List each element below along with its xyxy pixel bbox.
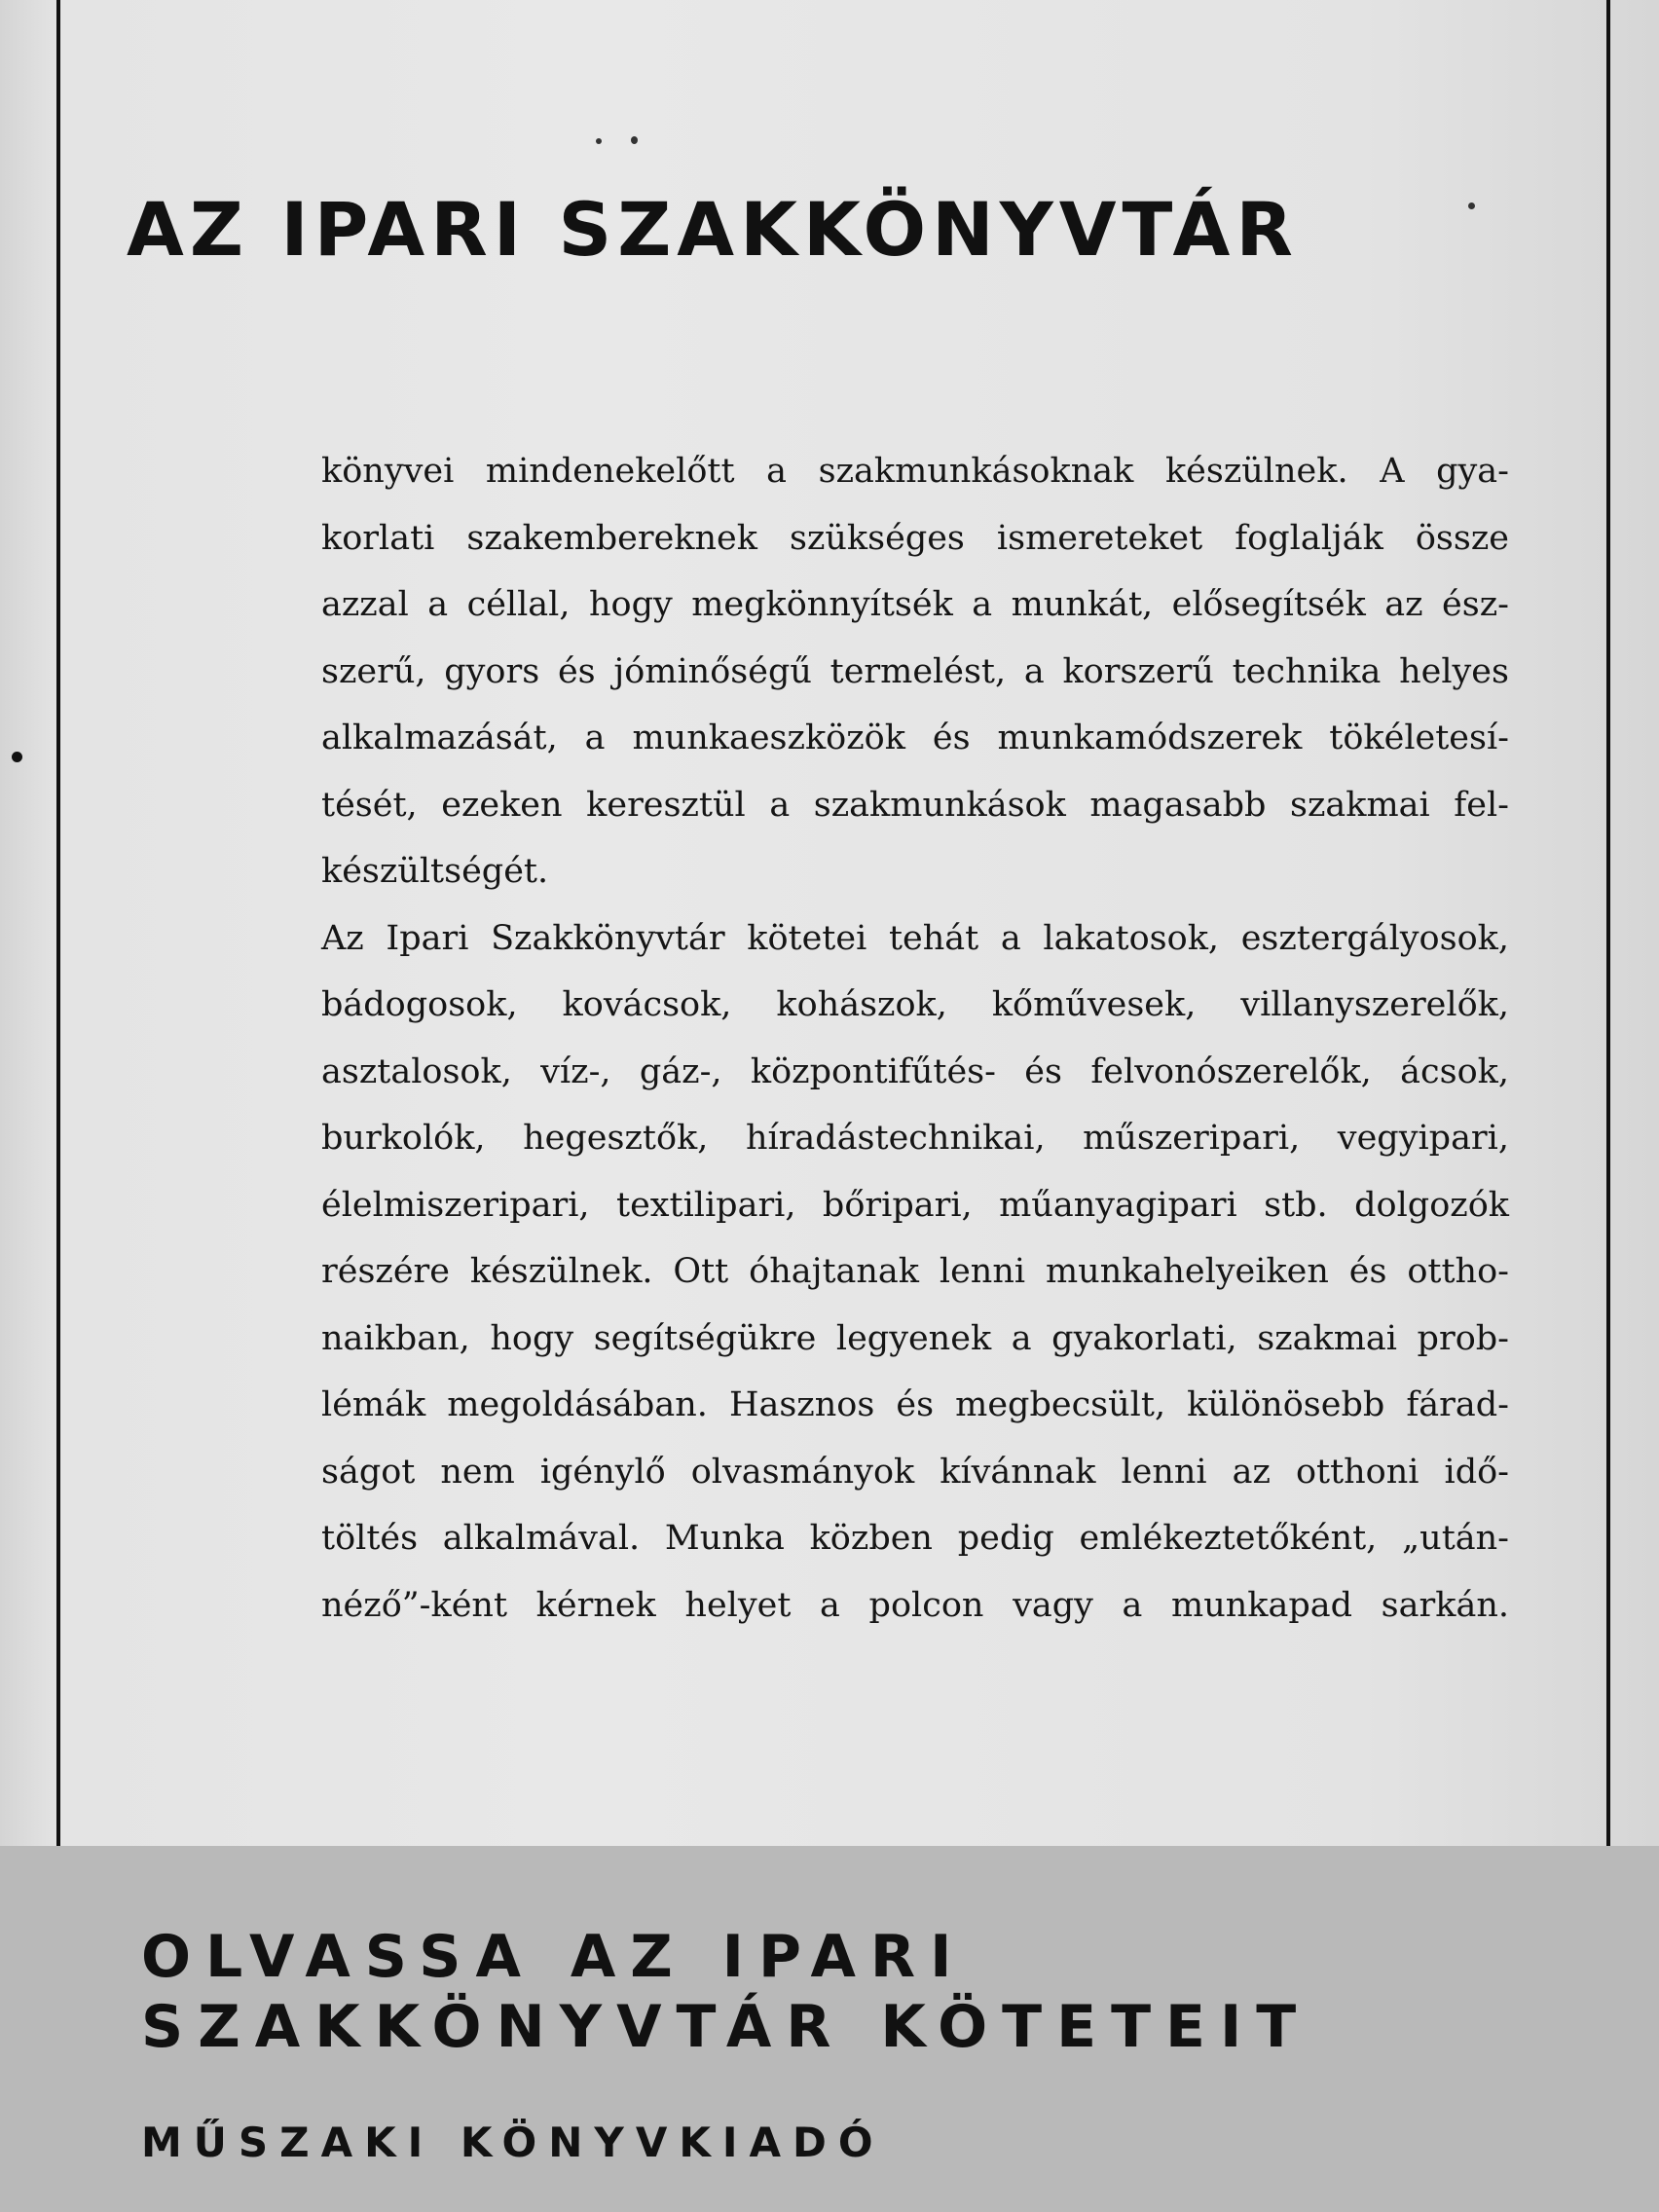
paragraph-line: asztalosok, víz-, gáz-, központifűtés- és felvonószerelők, ácsok,	[321, 1051, 1509, 1091]
paragraph-line: alkalmazását, a munkaeszközök és munkamódszerek tökéletesí-	[321, 719, 1509, 757]
paragraph-line: Az Ipari Szakkönyvtár kötetei tehát a lakatosok, esztergályosok,	[321, 918, 1509, 958]
paragraph-line: naikban, hogy segítségükre legyenek a gyakorlati, szakmai prob-	[321, 1318, 1509, 1358]
paragraph-line: lémák megoldásában. Hasznos és megbecsült, különösebb fárad-	[321, 1385, 1509, 1424]
dust-speck	[1468, 203, 1475, 209]
footer-slogan-line-1: OLVASSA AZ IPARI	[141, 1923, 967, 1991]
body-paragraph	[321, 438, 1509, 1639]
paragraph-line: néző”-ként kérnek helyet a polcon vagy a munkapad sarkán.	[321, 1585, 1509, 1625]
paragraph-line: töltés alkalmával. Munka közben pedig emlékeztetőként, „után-	[321, 1519, 1509, 1558]
dust-speck	[12, 752, 22, 762]
paragraph-line: szerű, gyors és jóminőségű termelést, a korszerű technika helyes	[321, 651, 1509, 691]
paragraph-line: könyvei mindenekelőtt a szakmunkásoknak készülnek. A gya-	[321, 452, 1509, 491]
footer-slogan-line-2: SZAKKÖNYVTÁR KÖTETEIT	[141, 1993, 1311, 2061]
dust-speck	[596, 138, 602, 144]
dust-speck	[631, 136, 638, 144]
paragraph-line: azzal a céllal, hogy megkönnyítsék a munkát, elősegítsék az ész-	[321, 585, 1509, 624]
paragraph-line: ságot nem igénylő olvasmányok kívánnak lenni az otthoni idő-	[321, 1452, 1509, 1492]
paragraph-line: részére készülnek. Ott óhajtanak lenni munkahelyeiken és ottho-	[321, 1252, 1509, 1291]
paragraph-line: tését, ezeken keresztül a szakmunkások magasabb szakmai fel-	[321, 785, 1509, 825]
paragraph-line: burkolók, hegesztők, híradástechnikai, műszeripari, vegyipari,	[321, 1119, 1509, 1158]
paragraph-line: bádogosok, kovácsok, kohászok, kőművesek, villanyszerelők,	[321, 985, 1509, 1024]
page-title: AZ IPARI SZAKKÖNYVTÁR	[127, 186, 1299, 273]
paragraph-line: élelmiszeripari, textilipari, bőripari, műanyagipari stb. dolgozók	[321, 1185, 1509, 1225]
paragraph-line: korlati szakembereknek szükséges ismereteket foglalják össze	[321, 518, 1509, 558]
publisher-name: MŰSZAKI KÖNYVKIADÓ	[141, 2119, 885, 2166]
paragraph-line: készültségét.	[321, 852, 549, 891]
